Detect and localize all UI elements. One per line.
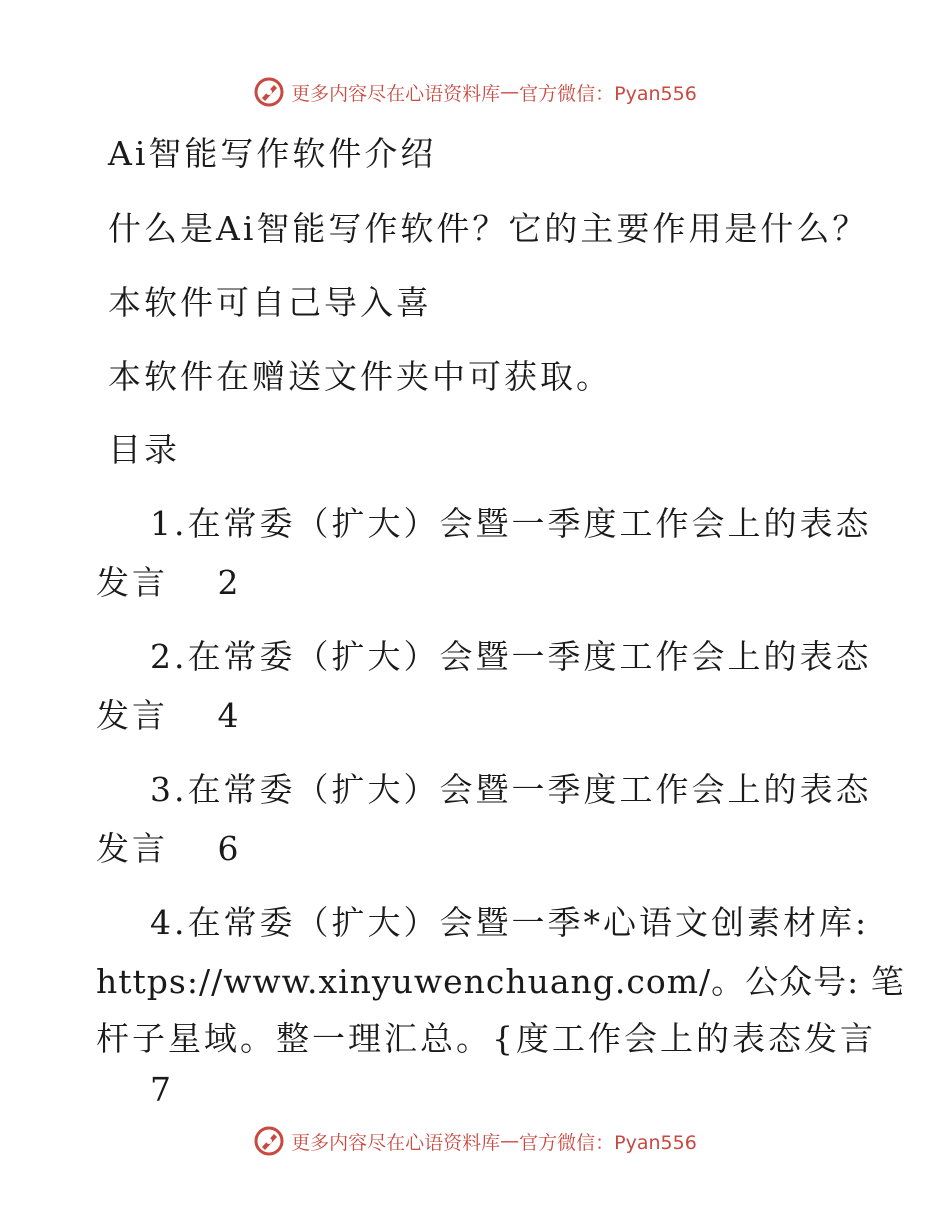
pen-seal-logo-icon bbox=[253, 1125, 285, 1157]
doc-question: 什么是Ai智能写作软件？它的主要作用是什么？ bbox=[108, 209, 869, 248]
banner-text: 更多内容尽在心语资料库 bbox=[291, 1131, 501, 1154]
toc-item-page: 发言 4 bbox=[96, 696, 242, 735]
header-banner bbox=[0, 72, 950, 112]
banner-brand: 官方微信：Pyan556 bbox=[519, 82, 697, 105]
toc-item-url-line: https://www.xinyuwenchuang.com/。公众号: 笔 bbox=[96, 962, 905, 1001]
banner-separator: — bbox=[500, 81, 520, 103]
toc-item-line: 4.在常委（扩大）会暨一季*心语文创素材库: bbox=[150, 903, 870, 942]
toc-heading: 目录 bbox=[108, 430, 180, 469]
toc-item-line: 3.在常委（扩大）会暨一季度工作会上的表态 bbox=[150, 770, 872, 809]
banner-brand: 官方微信：Pyan556 bbox=[519, 1131, 697, 1154]
doc-line-import: 本软件可自己导入喜 bbox=[108, 283, 432, 322]
toc-item-line: 杆子星域。整一理汇总。{度工作会上的表态发言 bbox=[96, 1019, 876, 1058]
doc-title: Ai智能写作软件介绍 bbox=[108, 134, 437, 173]
toc-item-page: 7 bbox=[150, 1070, 174, 1109]
doc-line-get: 本软件在赠送文件夹中可获取。 bbox=[108, 357, 612, 396]
pen-seal-logo-icon bbox=[253, 76, 285, 108]
banner-text: 更多内容尽在心语资料库 bbox=[291, 82, 501, 105]
banner-separator: — bbox=[500, 1130, 520, 1152]
toc-item-page: 发言 6 bbox=[96, 829, 242, 868]
toc-item-line: 1.在常委（扩大）会暨一季度工作会上的表态 bbox=[150, 504, 872, 543]
footer-banner bbox=[0, 1121, 950, 1161]
toc-item-line: 2.在常委（扩大）会暨一季度工作会上的表态 bbox=[150, 637, 872, 676]
toc-item-page: 发言 2 bbox=[96, 563, 242, 602]
